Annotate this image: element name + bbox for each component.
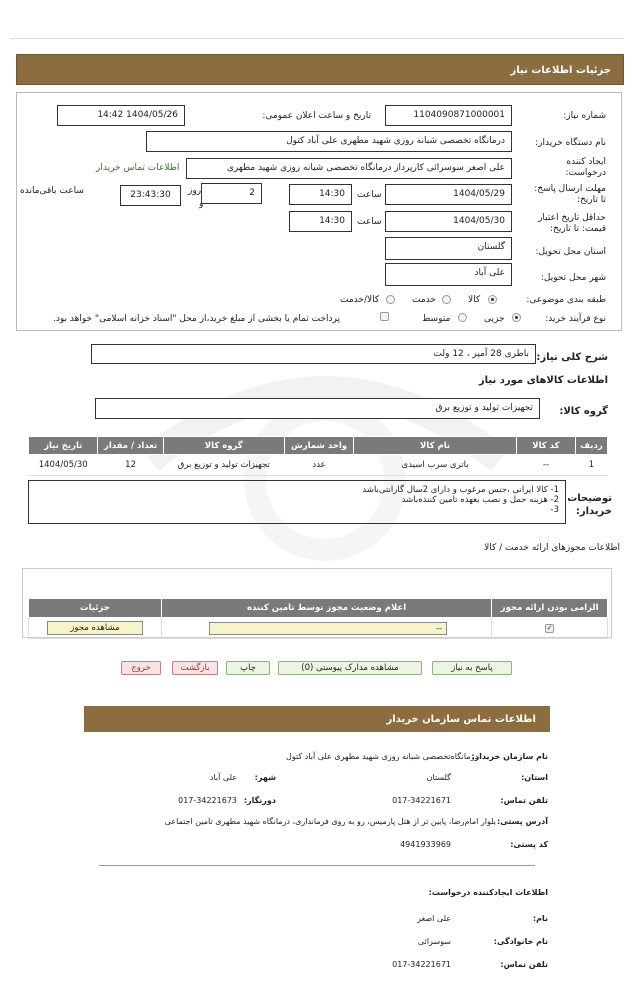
summary-field: باطری 28 آمپر ، 12 ولت [91,344,536,364]
top-divider [10,38,624,39]
announce-field: 1404/05/26 14:42 [57,105,185,126]
validity-time-field: 14:30 [289,211,352,232]
cell-row: 1 [575,455,607,476]
view-license-button[interactable]: مشاهده مجوز [47,621,143,635]
city-field: علی آباد [385,263,512,286]
treasury-payment-note: پرداخت تمام یا بخشی از مبلغ خرید،از محل "اسناد خزانه اسلامی" خواهد بود. [53,314,341,324]
send-date-field: 1404/05/29 [385,184,512,205]
contact-phone: 017-34221671 [392,796,451,805]
contact-province: گلستان [426,773,451,782]
col-qty: تعداد / مقدار [98,437,163,455]
creator-phone: 017-34221671 [392,960,451,969]
creator-field: علی اصغر سوسرائی کارپرداز درمانگاه تخصصی شبانه روزی شهید مطهری [186,158,512,179]
process-option-minor: جزیی [484,314,505,324]
process-radio-medium[interactable] [458,313,467,322]
status-cell [161,618,491,639]
contact-org-label: نام سازمان خریدار: [471,752,548,761]
creator-name: علی اصغر [417,914,451,923]
days-field: 2 [201,183,262,204]
province-label: استان محل تحویل: [535,247,606,257]
cell-date: 1404/05/30 [29,455,98,476]
process-radio-minor[interactable] [512,313,521,322]
creator-phone-label: تلفن تماس: [500,960,548,969]
table-row [29,618,608,639]
creator-family: سوسرائی [417,937,451,946]
creator-info-title: اطلاعات ایجادکننده درخواست: [428,888,548,897]
required-cell [492,618,608,639]
col-unit: واحد شمارش [284,437,353,455]
goods-info-title: اطلاعات کالاهای مورد نیاز [478,375,608,386]
details-header [16,54,624,85]
reply-button[interactable]: پاسخ به نیاز [432,661,512,675]
contact-fax-label: دورنگار: [243,796,276,805]
contact-address: بلوار امام‌رضا، پایین تر از هتل پارمیس، رو به روی فرمانداری، درمانگاه شهید مطهری تامین اجتماعی [164,817,496,826]
group-label: گروه کالا: [559,406,608,417]
contact-phone-label: تلفن تماس: [500,796,548,805]
details-cell [29,618,162,639]
buyer-note-line: 1- کالا ایرانی ،جنس مرغوب و دارای 2سال گارانتی‌باشد [362,485,559,495]
send-time-field: 14:30 [289,184,352,205]
remaining-time-field: 23:43:30 [120,185,181,206]
process-option-medium: متوسط [422,314,451,324]
contact-header [84,706,550,732]
col-details: جزئیات [29,599,162,618]
contact-city: علی آباد [209,773,237,782]
cell-group: تجهیزات تولید و توزیع برق [163,455,284,476]
category-option-service: خدمت [412,295,436,305]
col-status: اعلام وضعیت مجوز توسط تامین کننده [161,599,491,618]
province-field: گلستان [385,237,512,260]
send-time-label: ساعت [357,190,382,200]
contact-province-label: استان: [521,773,548,782]
announce-label: تاریخ و ساعت اعلان عمومی: [262,111,371,121]
day-label: روز [188,186,202,196]
cell-name: باتری سرب اسیدی [354,455,517,476]
contact-postal: 4941933969 [400,840,451,849]
contact-divider [99,865,535,866]
col-required: الزامی بودن ارائه مجوز [492,599,608,618]
contact-address-label: آدرس پستی: [497,817,548,826]
category-label: طبقه بندی موضوعی: [526,295,606,305]
contact-city-label: شهر: [254,773,276,782]
validity-date-field: 1404/05/30 [385,211,512,232]
exit-button[interactable]: خروج [121,661,161,675]
category-option-goods: کالا [468,295,481,305]
buyer-note-line: 3- [550,505,559,515]
need-number-label: شماره نیاز: [563,111,606,121]
contact-postal-label: کد پستی: [510,840,548,849]
license-status-field[interactable]: -- [209,622,447,635]
remaining-label: ساعت باقی‌مانده [20,186,84,196]
summary-label: شرح کلی نیاز: [536,352,608,363]
view-docs-button[interactable]: مشاهده مدارک پیوستی (0) [278,661,422,675]
table-row [29,455,608,476]
city-label: شهر محل تحویل: [540,273,606,283]
cell-qty: 12 [98,455,163,476]
buyer-notes-box [28,480,566,524]
items-table [28,436,608,476]
details-title: جزئیات اطلاعات نیاز [510,65,611,76]
and-label: و [199,199,204,209]
licenses-table-wrap [28,598,608,639]
license-required-checkbox[interactable]: ✓ [546,624,553,632]
print-button[interactable]: چاپ [226,661,270,675]
buyer-note-line: 2- هزینه حمل و نصب بعهده تامین کننده‌باشد [401,495,559,505]
licenses-title: اطلاعات مجوزهای ارائه خدمت / کالا [484,543,620,553]
creator-label: ایجاد کننده درخواست: [565,157,606,178]
items-header-row [29,437,608,455]
buyer-contact-link[interactable]: اطلاعات تماس خریدار [96,163,180,173]
category-option-goods-service: کالا/خدمت [340,295,380,305]
col-date: تاریخ نیاز [29,437,98,455]
creator-name-label: نام: [532,914,548,923]
buyer-org-label: نام دستگاه خریدار: [535,138,606,148]
contact-org: درمانگاه‌تخصصی شبانه روزی شهید مطهری علی آباد کتول [286,752,478,761]
category-radio-goods[interactable] [488,295,497,304]
items-table-wrap [28,436,608,476]
process-label: نوع فرآیند خرید: [545,314,606,324]
validity-time-label: ساعت [357,217,382,227]
col-name: نام کالا [354,437,517,455]
contact-title: اطلاعات تماس سازمان خریدار [386,714,536,725]
treasury-payment-checkbox[interactable] [380,312,389,321]
col-row: ردیف [575,437,607,455]
col-group: گروه کالا [163,437,284,455]
licenses-table [28,598,608,639]
buyer-notes-label: توضیحات خریدار: [567,493,612,517]
send-deadline-label: مهلت ارسال پاسخ: تا تاریخ: [534,184,606,205]
licenses-header-row [29,599,608,618]
category-radio-service[interactable] [442,295,451,304]
group-field: تجهیزات تولید و توزیع برق [95,398,540,419]
validity-label: حداقل تاریخ اعتبار قیمت: تا تاریخ: [538,213,606,234]
back-button[interactable]: بازگشت [172,661,218,675]
cell-unit: عدد [284,455,353,476]
need-number-field: 1104090871000001 [385,105,512,126]
creator-family-label: نام خانوادگی: [493,937,548,946]
cell-code: -- [516,455,575,476]
contact-fax: 017-34221673 [178,796,237,805]
col-code: کد کالا [516,437,575,455]
category-radio-goods-service[interactable] [386,295,395,304]
buyer-org-field: درمانگاه تخصصی شبانه روزی شهید مطهری علی آباد کتول [146,131,512,152]
